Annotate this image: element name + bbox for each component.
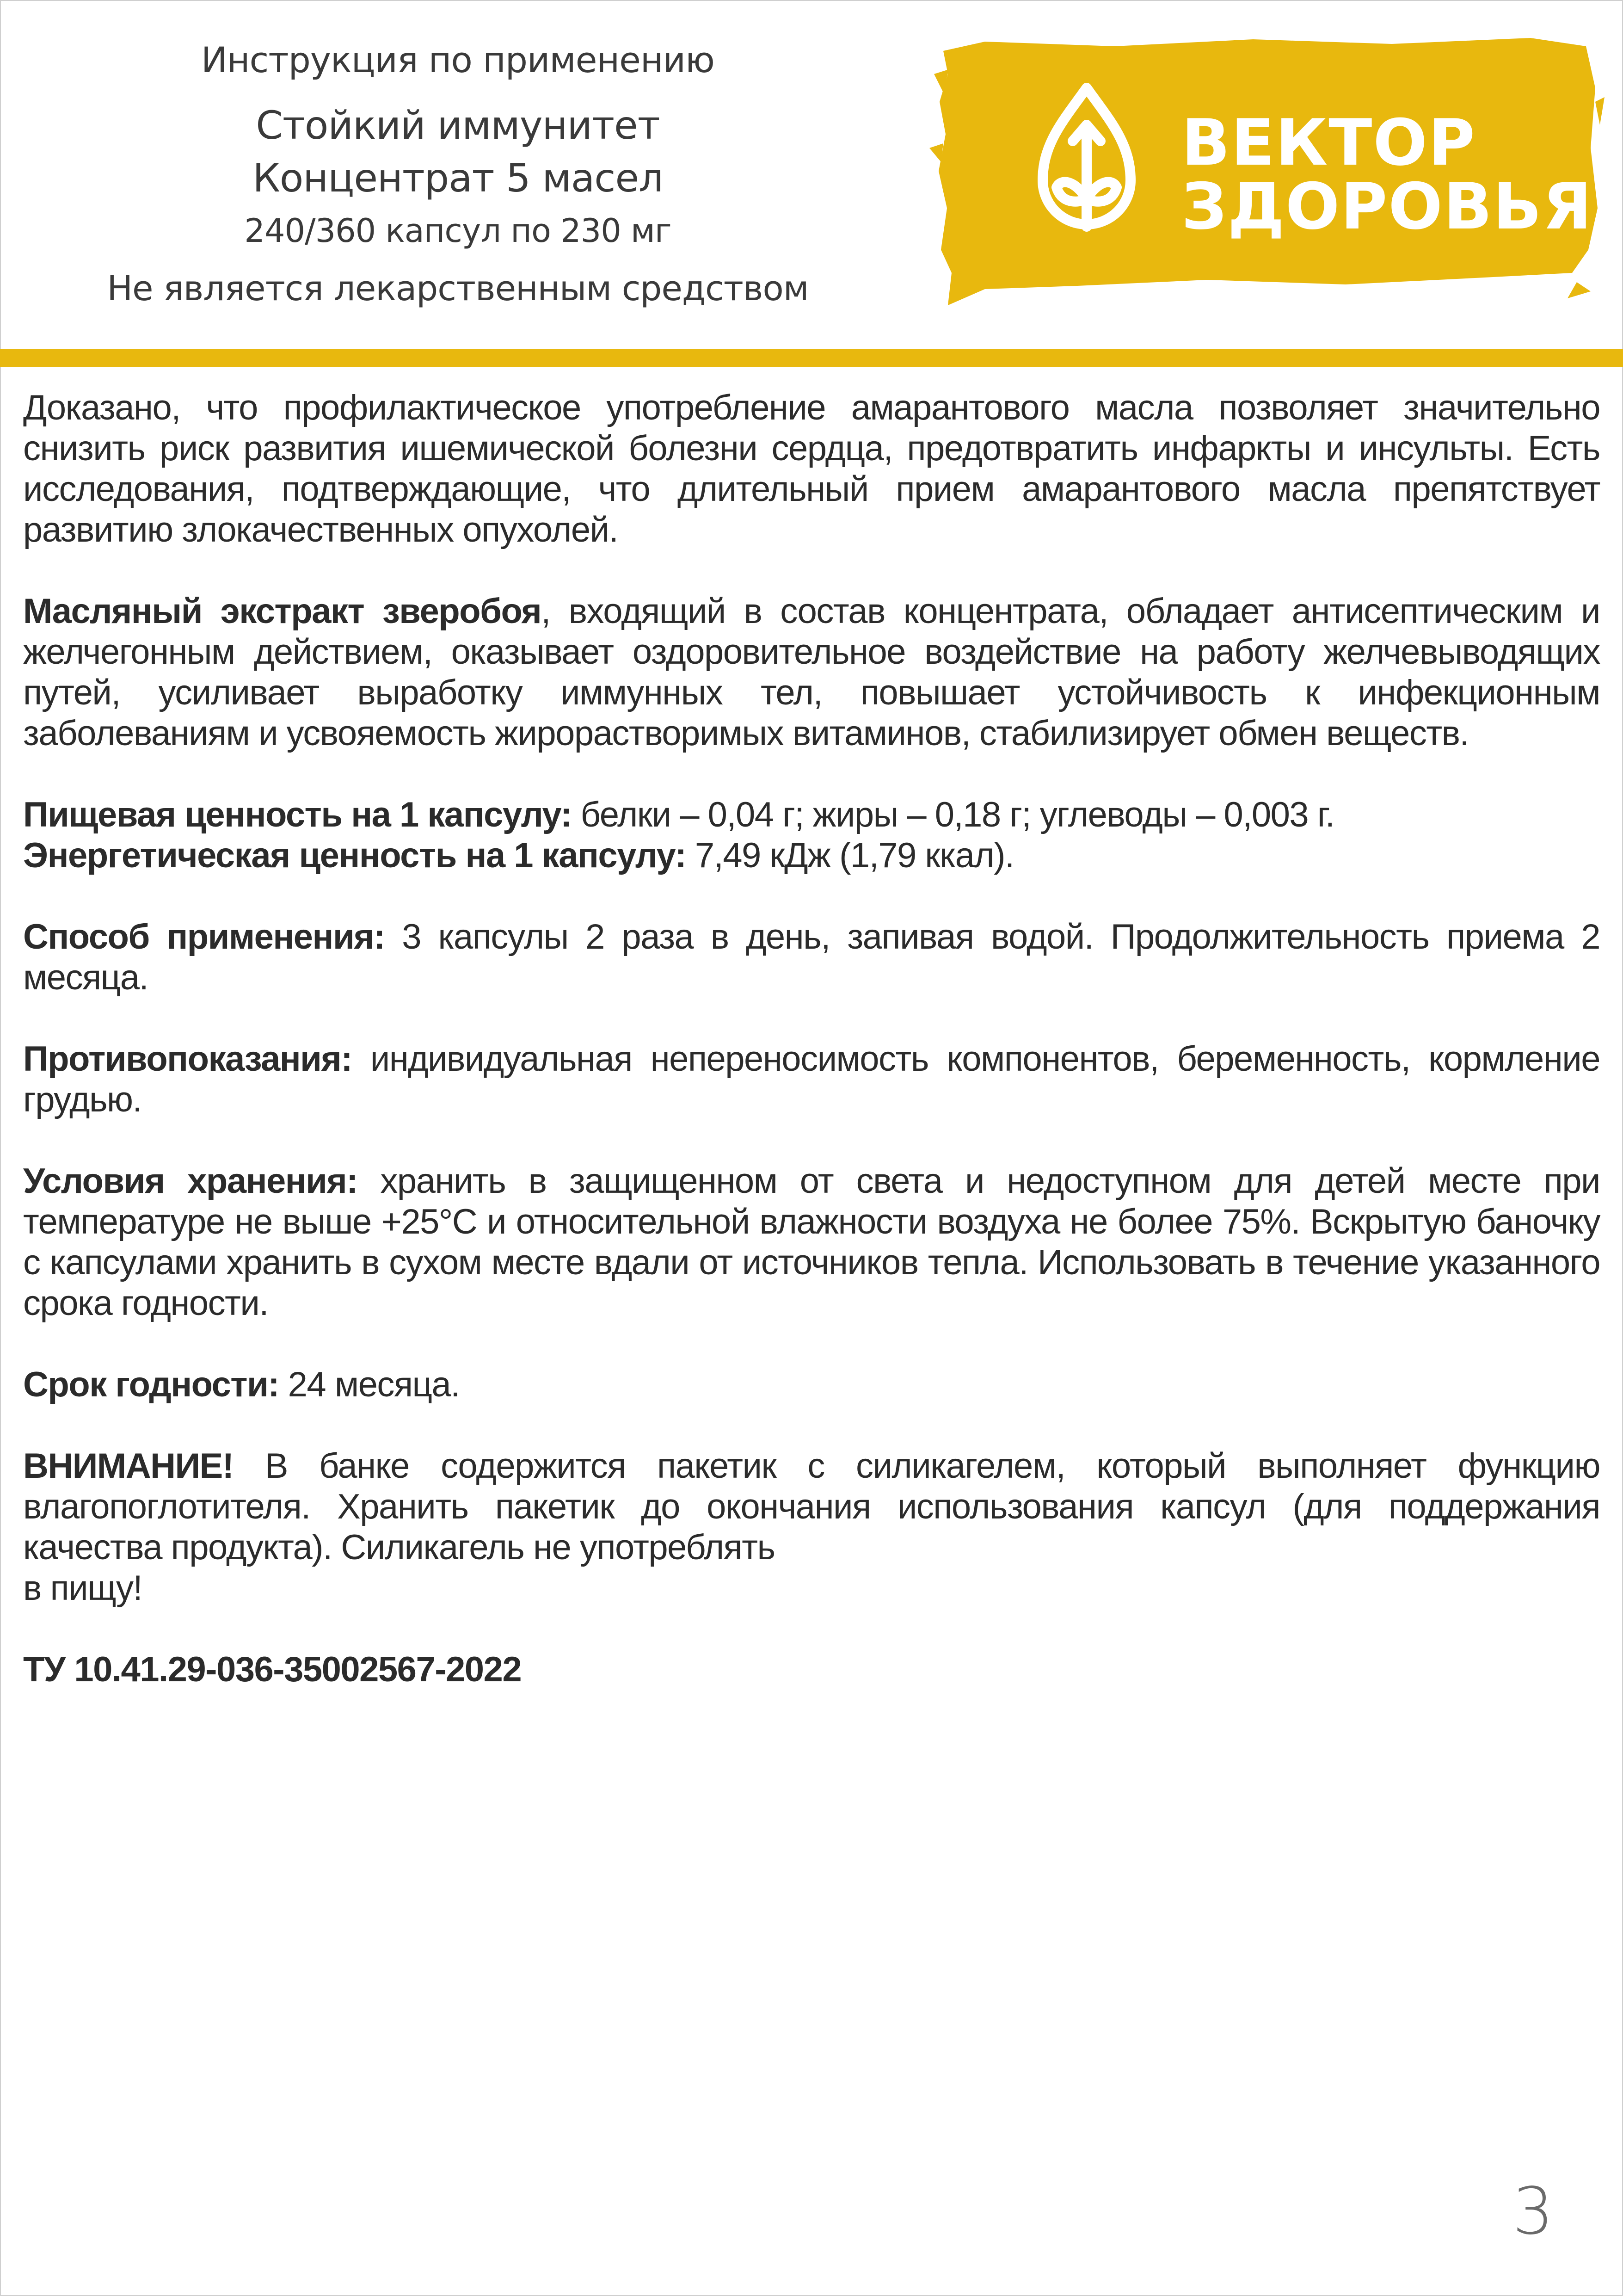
shelf-life-text: 24 месяца.: [279, 1365, 460, 1404]
product-name: Стойкий иммунитет: [256, 103, 660, 148]
attention-tail: в пищу!: [23, 1568, 142, 1608]
header-block: [28, 37, 888, 312]
amaranth-text: Доказано, что профилактическое употребление амарантового масла позволяет значительно снизить риск развития ишемической болезни сердца, предотвратить инфаркты и инсульты. Есть исследования, подтверждающие, что длительный прием амарантового масла препятствует развитию злокачественных опухолей.: [23, 388, 1600, 549]
contraindications-label: Противопоказания:: [23, 1039, 352, 1079]
shelf-life-label: Срок годности:: [23, 1365, 279, 1404]
usage-paragraph: [23, 917, 1600, 998]
product-concentrate: Концентрат 5 масел: [252, 155, 663, 201]
disclaimer-text: Не является лекарственным средством: [107, 269, 809, 309]
hypericum-label: Масляный экстракт зверобоя: [23, 592, 541, 631]
nutrition-paragraph: [23, 795, 1600, 876]
instructions-body: [23, 388, 1600, 1690]
attention-text: В банке содержится пакетик с силикагелем, который выполняет функцию влагопоглотителя. Хранить пакетик до окончания использования капсул (для поддержания качества продукта). Силикагель не употреблять: [23, 1446, 1600, 1567]
brand-logo: [929, 32, 1605, 310]
attention-paragraph: [23, 1446, 1600, 1609]
contraindications-paragraph: [23, 1039, 1600, 1120]
amaranth-paragraph: [23, 388, 1600, 550]
shelf-life-paragraph: [23, 1364, 1600, 1405]
energy-label: Энергетическая ценность на 1 капсулу:: [23, 836, 686, 875]
usage-text: 3 капсулы 2 раза в день, запивая водой. Продолжительность приема 2 месяца.: [23, 917, 1600, 997]
logo-line-1: ВЕКТОР: [1181, 105, 1476, 180]
nutrition-text: белки – 0,04 г; жиры – 0,18 г; углеводы – 0,003 г.: [572, 795, 1334, 834]
storage-paragraph: [23, 1161, 1600, 1324]
hypericum-paragraph: [23, 591, 1600, 754]
storage-label: Условия хранения:: [23, 1161, 358, 1201]
instruction-title: Инструкция по применению: [201, 39, 714, 80]
attention-label: ВНИМАНИЕ!: [23, 1446, 234, 1486]
storage-text: хранить в защищенном от света и недоступном для детей месте при температуре не выше +25°С и относительной влажности воздуха не более 75%. Вскрытую баночку с капсулами хранить в сухом месте вдали от источников тепла. Использовать в течение указанного срока годности.: [23, 1161, 1600, 1323]
usage-label: Способ применения:: [23, 917, 385, 957]
page-number: 3: [1512, 2174, 1554, 2249]
energy-text: 7,49 кДж (1,79 ккал).: [686, 836, 1014, 875]
header-divider: [0, 349, 1623, 367]
logo-wordmark: [1181, 105, 1593, 244]
tech-spec-code: ТУ 10.41.29-036-35002567-2022: [23, 1650, 522, 1689]
product-capsules: 240/360 капсул по 230 мг: [244, 212, 671, 250]
logo-line-2: ЗДОРОВЬЯ: [1181, 169, 1593, 244]
nutrition-label: Пищевая ценность на 1 капсулу:: [23, 795, 572, 834]
contraindications-text: индивидуальная непереносимость компонентов, беременность, кормление грудью.: [23, 1039, 1600, 1119]
hypericum-text: , входящий в состав концентрата, обладает антисептическим и желчегонным действием, оказывает оздоровительное воздействие на работу желчевыводящих путей, усиливает выработку иммунных тел, повышает устойчивость к инфекционным заболеваниям и усвояемость жирорастворимых витаминов, стабилизирует обмен веществ.: [23, 592, 1600, 753]
